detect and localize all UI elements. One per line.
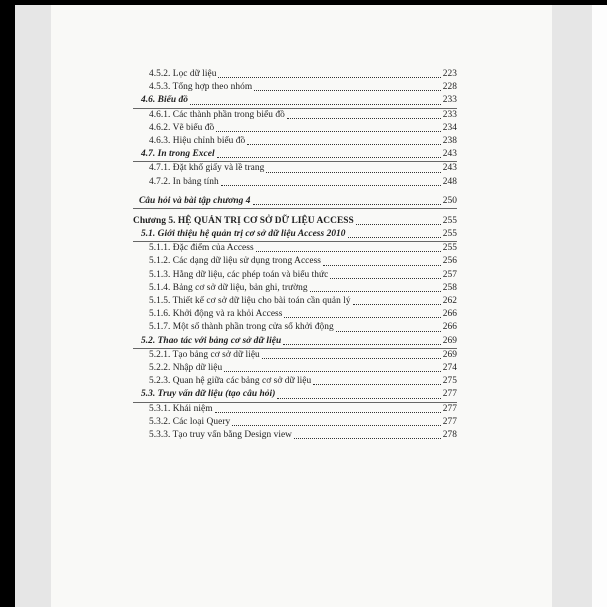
toc-dot-leader — [310, 291, 441, 292]
toc-dot-leader — [348, 237, 441, 238]
toc-page-number: 266 — [442, 322, 457, 333]
toc-entry-title: 5.2. Thao tác với bảng cơ sở dữ liệu — [141, 335, 282, 346]
toc-dot-leader — [323, 265, 441, 266]
toc-entry-chapter — [133, 215, 457, 228]
toc-page-number: 275 — [442, 376, 457, 387]
toc-entry-sub — [133, 122, 457, 135]
toc-page-number: 250 — [442, 195, 457, 206]
toc-dot-leader — [256, 251, 441, 252]
toc-dot-leader — [224, 371, 441, 372]
toc-entry-title: Chương 5. HỆ QUẢN TRỊ CƠ SỞ DỮ LIỆU ACCESS — [133, 215, 354, 226]
toc-entry-title: 4.6.2. Vẽ biểu đồ — [149, 122, 215, 133]
toc-entry-title: 4.5.3. Tổng hợp theo nhóm — [149, 82, 253, 93]
toc-dot-leader — [262, 358, 441, 359]
toc-entry-title: 5.1.5. Thiết kế cơ sở dữ liệu cho bài toán cần quản lý — [149, 296, 351, 306]
toc-page-number: 248 — [442, 176, 457, 187]
toc-page-number: 277 — [442, 416, 457, 427]
toc-entry-sub — [133, 109, 457, 122]
toc-dot-leader — [353, 304, 441, 305]
toc-entry-sub — [133, 162, 457, 175]
toc-page-number: 277 — [442, 403, 457, 414]
toc-entry-sub — [133, 349, 457, 362]
toc-dot-leader — [253, 204, 441, 205]
toc-entry-title: 4.7.2. In bảng tính — [149, 176, 219, 187]
toc-dot-leader — [330, 278, 441, 279]
toc-page-number: 243 — [442, 149, 457, 160]
left-margin-panel — [15, 5, 51, 607]
toc-dot-leader — [284, 317, 441, 318]
toc-dot-leader — [254, 90, 441, 91]
toc-entry-section — [133, 335, 457, 349]
toc-dot-leader — [313, 384, 441, 385]
toc-entry-sub — [133, 375, 457, 388]
toc-page-number: 278 — [442, 429, 457, 440]
toc-entry-title: 5.3. Truy vấn dữ liệu (tạo câu hỏi) — [141, 389, 276, 400]
toc-entry-title: 5.2.3. Quan hệ giữa các bảng cơ sở dữ liệu — [149, 376, 312, 387]
toc-entry-title: 4.6. Biểu đồ — [141, 95, 188, 106]
toc-dot-leader — [294, 438, 441, 439]
toc-entry-title: 5.1. Giới thiệu hệ quản trị cơ sở dữ liệu Access 2010 — [141, 229, 346, 240]
toc-page-number: 255 — [442, 215, 457, 226]
toc-entry-sub — [133, 403, 457, 416]
toc-entry-sub — [133, 135, 457, 148]
toc-entry-title: 5.2.2. Nhập dữ liệu — [149, 362, 223, 373]
toc-page-number: 266 — [442, 309, 457, 320]
table-of-contents — [133, 68, 457, 442]
toc-dot-leader — [277, 398, 441, 399]
toc-entry-title: Câu hỏi và bài tập chương 4 — [139, 195, 251, 206]
toc-page-number: 238 — [442, 135, 457, 146]
toc-entry-sub — [133, 81, 457, 94]
toc-page-number: 233 — [442, 109, 457, 120]
toc-entry-sub — [133, 255, 457, 268]
toc-entry-title: 4.7. In trong Excel — [141, 149, 215, 160]
toc-entry-title: 5.3.3. Tạo truy vấn bằng Design view — [149, 429, 293, 440]
toc-page-number: 223 — [442, 69, 457, 79]
toc-entry-sub — [133, 295, 457, 308]
toc-dot-leader — [266, 172, 441, 173]
toc-entry-sub — [133, 321, 457, 334]
toc-page-number: 269 — [442, 335, 457, 346]
toc-entry-sub — [133, 269, 457, 282]
toc-entry-section — [133, 388, 457, 402]
toc-entry-sub — [133, 282, 457, 295]
right-margin-panel — [552, 5, 592, 607]
toc-entry-sub — [133, 242, 457, 255]
toc-entry-title: 5.1.4. Bảng cơ sở dữ liệu, bản ghi, trường — [149, 282, 308, 293]
toc-entry-sub — [133, 68, 457, 81]
toc-page-number: 256 — [442, 256, 457, 267]
toc-entry-title: 5.1.2. Các dạng dữ liệu sử dụng trong Access — [149, 256, 321, 267]
toc-dot-leader — [247, 144, 441, 145]
toc-entry-sub — [133, 362, 457, 375]
toc-page-number: 255 — [442, 229, 457, 240]
toc-page-number: 277 — [442, 389, 457, 400]
toc-page-number: 234 — [442, 122, 457, 133]
toc-page-number: 269 — [442, 349, 457, 360]
toc-entry-title: 4.7.1. Đặt khổ giấy và lề trang — [149, 163, 265, 174]
toc-dot-leader — [217, 157, 441, 158]
toc-page-number: 228 — [442, 82, 457, 93]
toc-page-number: 243 — [442, 163, 457, 174]
toc-entry-title: 5.1.1. Đặc điểm của Access — [149, 243, 254, 254]
toc-entry-title: 5.2.1. Tạo bảng cơ sở dữ liệu — [149, 349, 260, 360]
toc-dot-leader — [356, 224, 441, 225]
toc-entry-sub — [133, 429, 457, 442]
toc-entry-title: 5.3.2. Các loại Query — [149, 416, 231, 427]
toc-dot-leader — [336, 331, 441, 332]
toc-entry-question — [133, 195, 457, 209]
toc-page-number: 255 — [442, 243, 457, 254]
toc-dot-leader — [221, 185, 441, 186]
toc-dot-leader — [190, 104, 441, 105]
toc-entry-section — [133, 228, 457, 242]
toc-page-number: 258 — [442, 282, 457, 293]
toc-entry-title: 4.5.2. Lọc dữ liệu — [149, 69, 217, 79]
toc-page-number: 257 — [442, 269, 457, 280]
toc-page-number: 233 — [442, 95, 457, 106]
toc-entry-sub — [133, 308, 457, 321]
toc-entry-sub — [133, 416, 457, 429]
toc-dot-leader — [215, 412, 441, 413]
right-edge-strip — [592, 5, 607, 607]
toc-dot-leader — [232, 425, 441, 426]
toc-entry-section — [133, 94, 457, 108]
toc-page-number: 262 — [442, 296, 457, 306]
toc-entry-title: 5.1.7. Một số thành phần trong cửa sổ khởi động — [149, 322, 334, 333]
toc-entry-title: 4.6.1. Các thành phần trong biểu đồ — [149, 109, 285, 120]
toc-dot-leader — [218, 77, 441, 78]
toc-entry-title: 4.6.3. Hiệu chỉnh biểu đồ — [149, 135, 246, 146]
toc-entry-section — [133, 148, 457, 162]
toc-entry-title: 5.1.6. Khởi động và ra khỏi Access — [149, 309, 283, 320]
toc-dot-leader — [283, 344, 441, 345]
toc-dot-leader — [287, 118, 441, 119]
toc-entry-sub — [133, 176, 457, 189]
toc-dot-leader — [216, 131, 441, 132]
toc-entry-title: 5.1.3. Hằng dữ liệu, các phép toán và biểu thức — [149, 269, 329, 280]
toc-page-number: 274 — [442, 362, 457, 373]
toc-entry-title: 5.3.1. Khái niệm — [149, 403, 213, 414]
